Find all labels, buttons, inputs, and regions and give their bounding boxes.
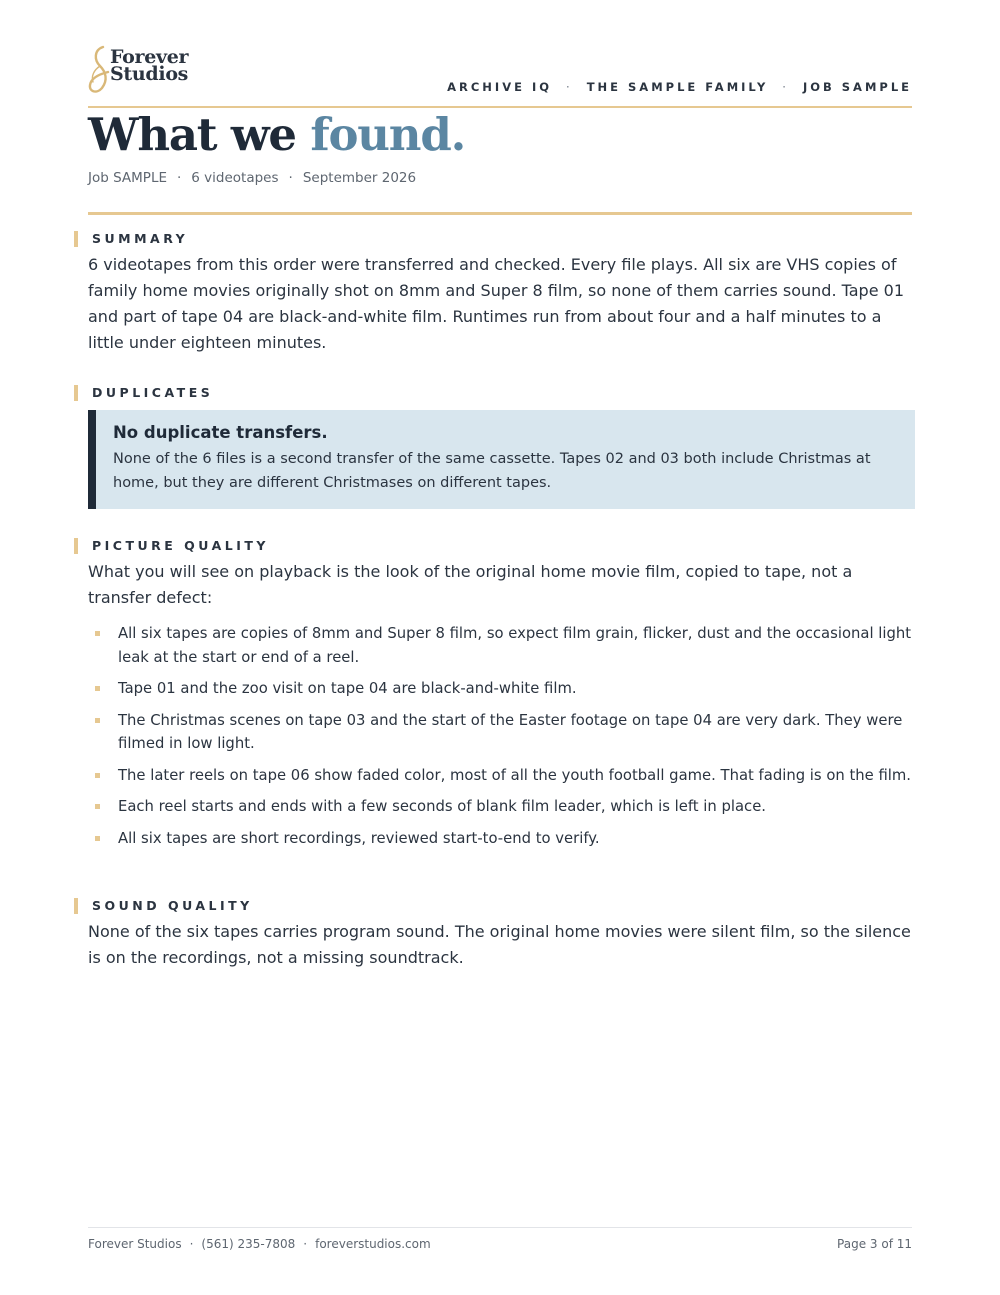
list-item-text: The later reels on tape 06 show faded color, most of all the youth football game. That fading is on the film. — [118, 766, 911, 784]
picture-quality-intro: What you will see on playback is the look of the original home movie film, copied to tape, not a transfer defect: — [88, 562, 853, 607]
page-meta — [88, 170, 416, 186]
ampersand-logo-icon — [88, 44, 112, 96]
bullet-icon — [95, 773, 100, 778]
bullet-icon — [95, 718, 100, 723]
brand-line-1: Forever — [110, 46, 189, 68]
footer-separator: · — [189, 1237, 194, 1251]
list-item-text: The Christmas scenes on tape 03 and the start of the Easter footage on tape 04 are very dark. They were filmed in low light. — [118, 711, 903, 752]
picture-quality-list — [88, 622, 914, 850]
title-main: What we — [88, 108, 296, 161]
meta-job: Job SAMPLE — [88, 170, 167, 186]
page-number: Page 3 of 11 — [837, 1237, 912, 1251]
title-divider — [88, 212, 912, 215]
callout-body: None of the 6 files is a second transfer of the same cassette. Tapes 02 and 03 both include Christmas at home, but they are different Christmases on different tapes. — [113, 451, 871, 491]
brand-line-2: Studios — [110, 63, 189, 85]
duplicates-heading: DUPLICATES — [74, 385, 213, 401]
duplicates-callout — [88, 410, 915, 509]
footer-phone: (561) 235-7808 — [201, 1237, 296, 1251]
page-footer — [88, 1227, 912, 1251]
bullet-icon — [95, 804, 100, 809]
page-title — [88, 108, 465, 161]
title-accent: found. — [310, 108, 466, 161]
picture-quality-heading: PICTURE QUALITY — [74, 538, 269, 554]
list-item-text: Tape 01 and the zoo visit on tape 04 are black-and-white film. — [118, 680, 577, 697]
crumb-family: THE SAMPLE FAMILY — [586, 80, 769, 94]
list-item — [88, 827, 914, 851]
header-breadcrumb — [447, 80, 912, 94]
footer-company: Forever Studios — [88, 1237, 182, 1251]
bullet-icon — [95, 836, 100, 841]
summary-heading: SUMMARY — [74, 231, 188, 247]
crumb-separator: · — [782, 80, 789, 94]
meta-separator: · — [288, 170, 293, 186]
page-header — [88, 42, 912, 108]
list-item — [88, 795, 914, 819]
list-item-text: Each reel starts and ends with a few seconds of blank film leader, which is left in place. — [118, 798, 766, 815]
list-item — [88, 622, 914, 669]
bullet-icon — [95, 631, 100, 636]
brand-wordmark — [110, 46, 189, 85]
sound-quality-text: None of the six tapes carries program sound. The original home movies were silent film, so the silence is on the recordings, not a missing soundtrack. — [88, 922, 911, 967]
footer-separator: · — [303, 1237, 308, 1251]
meta-date: September 2026 — [302, 170, 417, 186]
sound-quality-heading: SOUND QUALITY — [74, 898, 253, 914]
list-item — [88, 709, 914, 756]
summary-text: 6 videotapes from this order were transferred and checked. Every file plays. All six are VHS copies of family home movies originally shot on 8mm and Super 8 film, so none of them carries sound. Tape 01 and part of tape 04 are black-and-white film. Runtimes run from about four and a half minutes to a little under eighteen minutes. — [88, 255, 904, 352]
meta-separator: · — [177, 170, 182, 186]
list-item-text: All six tapes are copies of 8mm and Super 8 film, so expect film grain, flicker, dust and the occasional light leak at the start or end of a reel. — [118, 625, 912, 666]
brand-logo — [88, 44, 198, 96]
list-item — [88, 764, 914, 788]
footer-contact — [88, 1237, 431, 1251]
list-item — [88, 677, 914, 701]
crumb-separator: · — [566, 80, 573, 94]
bullet-icon — [95, 686, 100, 691]
list-item-text: All six tapes are short recordings, reviewed start-to-end to verify. — [118, 829, 600, 847]
footer-website: foreverstudios.com — [315, 1237, 431, 1251]
crumb-job: JOB SAMPLE — [802, 80, 912, 94]
crumb-archive: ARCHIVE IQ — [447, 80, 553, 94]
meta-count: 6 videotapes — [191, 170, 279, 186]
callout-title: No duplicate transfers. — [113, 423, 328, 442]
